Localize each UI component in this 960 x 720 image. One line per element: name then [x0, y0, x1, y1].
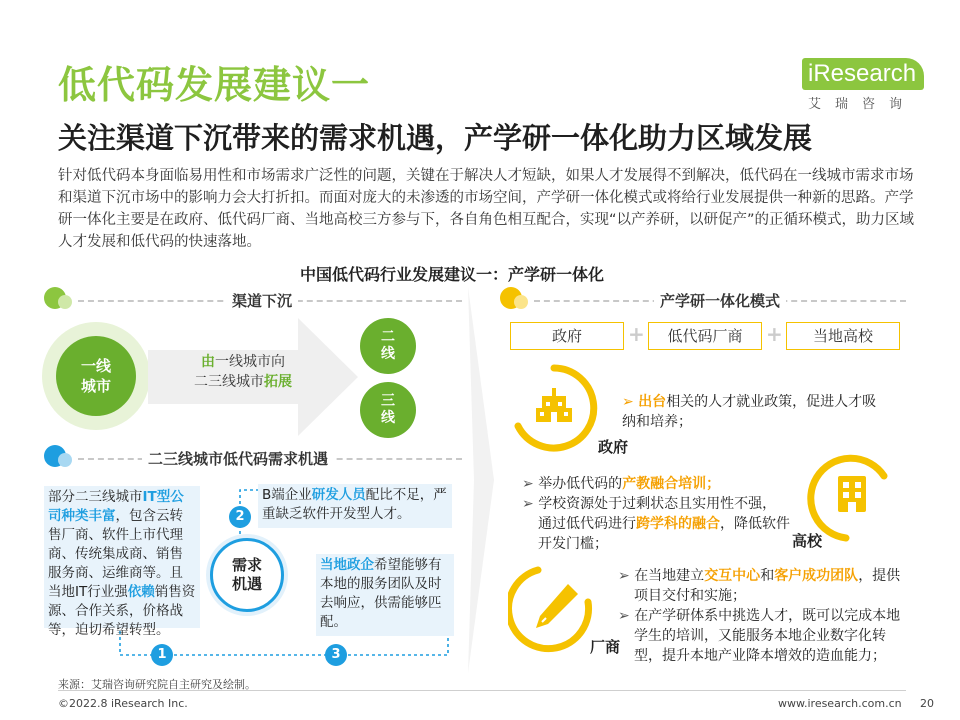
univ-b2-text-2: ，降低软件开发门槛； — [538, 516, 790, 552]
vendor-bullet-1 — [618, 566, 902, 606]
vendor-description — [618, 566, 902, 666]
footer-url: www.iresearch.com.cn — [778, 697, 902, 710]
univ-b1-text: 举办低代码的 — [538, 476, 623, 492]
copyright: ©2022.8 iResearch Inc. — [58, 697, 188, 710]
university-description — [522, 474, 790, 554]
demand-box-rd-staff — [258, 484, 452, 528]
box1-highlight-2: 依赖 — [127, 584, 155, 600]
box1-text-2: ，包含云转售厂商、软件上市代理商、传统集成商、销售服务商、运维商等。且当地IT行业强 — [48, 508, 183, 600]
pill-government: 政府 — [510, 322, 624, 350]
box2-highlight-1: 研发人员 — [311, 487, 366, 503]
iresearch-logo-subtitle: 艾瑞咨询 — [808, 97, 917, 112]
pill-university: 当地高校 — [786, 322, 900, 350]
step-number-3: 3 — [325, 644, 347, 666]
panel-separator-chevron — [466, 285, 496, 675]
bullet-icon: ➢ — [622, 394, 634, 410]
page-title: 低代码发展建议一 — [58, 63, 371, 107]
vendor-b1-text-1: 在当地建立 — [634, 568, 705, 584]
tier2-city-badge — [360, 318, 416, 374]
box2-text-1: B端企业 — [262, 487, 312, 503]
demand-opportunity-label: 需求机遇 — [231, 556, 262, 593]
government-description — [622, 392, 884, 432]
blue-dot-small-icon — [58, 453, 72, 467]
government-building-icon — [508, 362, 600, 454]
gov-highlight: 出台 — [638, 394, 667, 410]
vendor-label: 厂商 — [590, 638, 621, 656]
vendor-pen-icon — [508, 562, 600, 654]
plus-icon: + — [766, 322, 783, 346]
vendor-bullet-2 — [618, 606, 902, 666]
box2-text-2: 配比不足，严重缺乏软件开发型人才。 — [262, 487, 447, 522]
demand-opportunity-badge — [210, 538, 284, 612]
univ-b2-text-1: 学校资源处于过剩状态且实用性不强，通过低代码进行 — [538, 496, 777, 532]
green-dot-small-icon — [58, 295, 72, 309]
tier3-city-label: 三线 — [381, 393, 395, 426]
university-label: 高校 — [792, 532, 823, 550]
box1-text-1: 部分二三线城市 — [48, 489, 143, 505]
gov-text: 相关的人才就业政策，促进人才吸纳和培养； — [622, 394, 877, 430]
tier1-city-label: 一线城市 — [80, 357, 111, 395]
source-note: 来源：艾瑞咨询研究院自主研究及绘制。 — [58, 678, 256, 691]
vendor-b2-text: 在产学研体系中挑选人才，既可以完成本地学生的培训，又能服务本地企业数字化转型，提升本地产业降本增效的造血能力； — [634, 608, 901, 664]
pill-vendor: 低代码厂商 — [648, 322, 762, 350]
tier2-city-label: 二线 — [381, 329, 395, 362]
vendor-b1-text-2: 和 — [760, 568, 775, 584]
flow-text-tier1: 一线城市向 — [215, 354, 285, 370]
university-bullet-1 — [522, 474, 790, 494]
bullet-icon: ➢ — [522, 476, 534, 492]
figure-title: 中国低代码行业发展建议一：产学研一体化 — [300, 265, 605, 284]
intro-paragraph: 针对低代码本身面临易用性和市场需求广泛性的问题，关键在于解决人才短缺，如果人才发展得不到解决，低代码在一线城市需求市场和渠道下沉市场中的影响力会大打折扣。而面对庞大的未渗透的市场空间，产学研一体化模式或将给行业发展提供一种新的思路。产学研一体化主要是在政府、低代码厂商、当地高校三方参与下，各自角色相互配合，实现“以产养研，以研促产”的正循环模式，助力区域人才发展和低代码的快速落地。 — [58, 168, 915, 250]
yellow-dot-small-icon — [514, 295, 528, 309]
univ-b2-highlight: 跨学科的融合 — [636, 516, 720, 532]
vendor-b1-highlight-1: 交互中心 — [704, 568, 761, 584]
bullet-icon: ➢ — [618, 568, 630, 584]
tier3-city-badge — [360, 382, 416, 438]
demand-box-it-companies — [44, 486, 200, 638]
page-subtitle: 关注渠道下沉带来的需求机遇，产学研一体化助力区域发展 — [58, 121, 813, 155]
flow-text-expand: 拓展 — [264, 374, 292, 390]
bullet-icon: ➢ — [618, 608, 630, 624]
step-number-2: 2 — [229, 506, 251, 528]
footer-divider — [58, 690, 906, 691]
box1-text-3: 销售资源、合作关系，价格战等，迫切希望转型。 — [48, 584, 196, 638]
section-title-model: 产学研一体化模式 — [654, 290, 786, 311]
box1-highlight-1: IT型公司种类丰富 — [48, 489, 184, 524]
demand-box-local-gov — [316, 554, 454, 636]
section-title-channel: 渠道下沉 — [226, 290, 298, 311]
univ-b1-highlight: 产教融合培训； — [622, 476, 721, 492]
vendor-b1-highlight-2: 客户成功团队 — [774, 568, 859, 584]
plus-icon: + — [628, 322, 645, 346]
vendor-b1-text-3: ，提供项目交付和实施； — [634, 568, 901, 604]
flow-text — [168, 352, 318, 392]
step-number-1: 1 — [151, 644, 173, 666]
box3-text-1: 希望能够有本地的服务团队及时去响应，供需能够匹配。 — [320, 557, 442, 630]
tier1-city-badge — [56, 336, 136, 416]
page-number: 20 — [920, 697, 934, 710]
flow-text-from: 由 — [201, 354, 215, 370]
box3-highlight-1: 当地政企 — [320, 557, 374, 573]
university-bullet-2 — [522, 494, 790, 554]
government-label: 政府 — [598, 438, 629, 456]
flow-text-tier23: 二三线城市 — [194, 374, 264, 390]
iresearch-logo: iResearch — [802, 58, 924, 90]
bullet-icon: ➢ — [522, 496, 534, 512]
section-title-demand: 二三线城市低代码需求机遇 — [142, 448, 334, 469]
